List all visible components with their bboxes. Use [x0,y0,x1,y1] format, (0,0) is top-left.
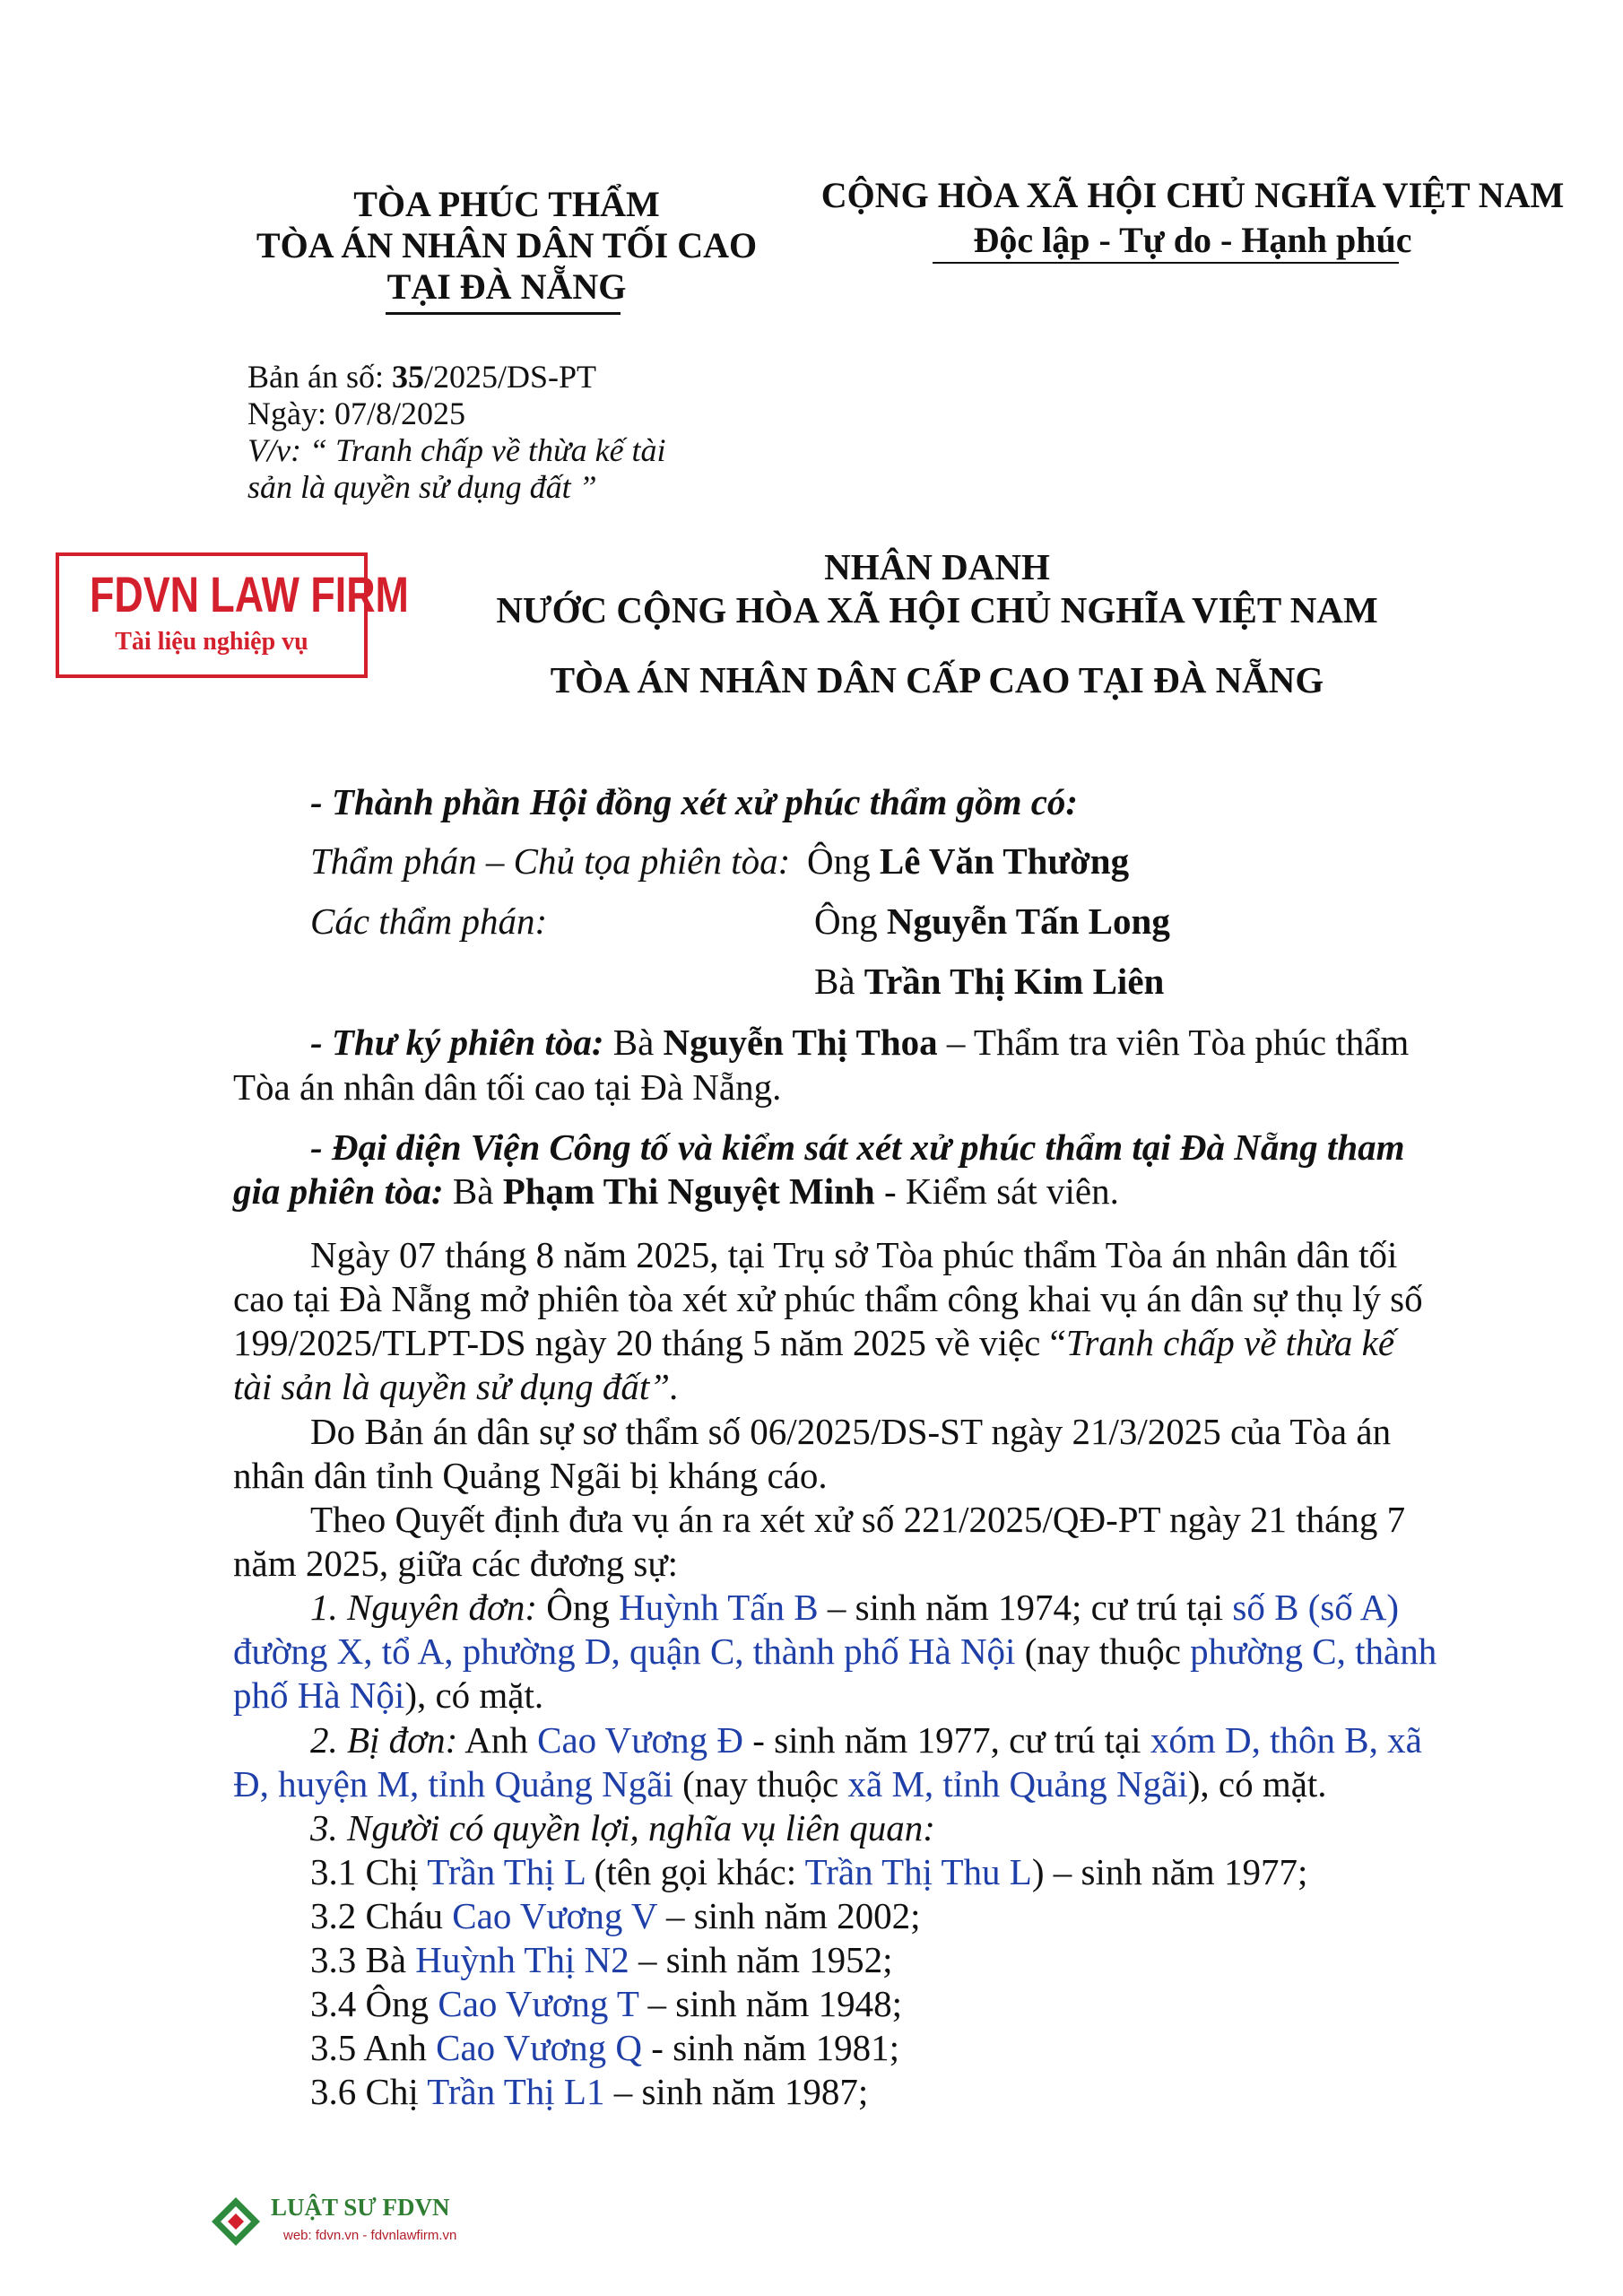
fdvn-logo-icon [208,2194,264,2249]
footer-brand: LUẬT SƯ FDVN [271,2194,450,2221]
p1-line-4: tài sản là quyền sử dụng đất”. [233,1366,680,1407]
related-1: 3.1 Chị Trần Thị L (tên gọi khác: Trần Thị Thu L) – sinh năm 1977; [310,1851,1308,1892]
procuracy-line-2: gia phiên tòa: Bà Phạm Thi Nguyệt Minh - Kiểm sát viên. [233,1170,1119,1212]
title-block [377,545,1497,701]
p2-line-1: Do Bản án dân sự sơ thẩm số 06/2025/DS-ST ngày 21/3/2025 của Tòa án [310,1411,1392,1452]
judges-label: Các thẩm phán: [310,900,548,942]
nation-line-2: Độc lập - Tự do - Hạnh phúc [973,220,1412,260]
plaintiff-line-1: 1. Nguyên đơn: Ông Huỳnh Tấn B – sinh năm 1974; cư trú tại số B (số A) [310,1587,1400,1628]
p2-line-2: nhân dân tỉnh Quảng Ngãi bị kháng cáo. [233,1455,828,1496]
case-date: Ngày: 07/8/2025 [247,396,465,431]
p3-line-1: Theo Quyết định đưa vụ án ra xét xử số 221/2025/QĐ-PT ngày 21 tháng 7 [310,1499,1406,1540]
court-underline [386,312,621,315]
related-6: 3.6 Chị Trần Thị L1 – sinh năm 1987; [310,2071,869,2112]
motto-underline [933,262,1399,264]
related-4: 3.4 Ông Cao Vương T – sinh năm 1948; [310,1983,903,2024]
title-line-3: TÒA ÁN NHÂN DÂN CẤP CAO TẠI ĐÀ NẴNG [550,659,1324,700]
related-3: 3.3 Bà Huỳnh Thị N2 – sinh năm 1952; [310,1939,893,1980]
stamp-subtitle: Tài liệu nghiệp vụ [115,628,308,656]
procuracy-line-1: - Đại diện Viện Công tố và kiểm sát xét xử phúc thẩm tại Đà Nẵng tham [310,1126,1405,1168]
related-5: 3.5 Anh Cao Vương Q - sinh năm 1981; [310,2027,900,2068]
court-line-1: TÒA PHÚC THẨM [353,184,660,224]
case-number: Bản án số: 35/2025/DS-PT [247,359,597,395]
court-name-block [197,184,816,308]
case-info [247,359,750,506]
plaintiff-line-3: phố Hà Nội), có mặt. [233,1674,544,1716]
defendant-line-2: Đ, huyện M, tỉnh Quảng Ngãi (nay thuộc xã M, tỉnh Quảng Ngãi), có mặt. [233,1763,1327,1805]
title-line-1: NHÂN DANH [824,546,1050,587]
case-subject-1: V/v: “ Tranh chấp về thừa kế tài [247,432,666,468]
related-label: 3. Người có quyền lợi, nghĩa vụ liên quan: [310,1807,935,1848]
p1-line-1: Ngày 07 tháng 8 năm 2025, tại Trụ sở Tòa phúc thẩm Tòa án nhân dân tối [310,1234,1398,1275]
clerk-line-2: Tòa án nhân dân tối cao tại Đà Nẵng. [233,1066,782,1108]
presiding-judge: Ông Lê Văn Thường [807,840,1130,882]
footer-logo [208,2190,495,2253]
p3-line-2: năm 2025, giữa các đương sự: [233,1543,678,1584]
clerk-line-1: - Thư ký phiên tòa: Bà Nguyễn Thị Thoa – Thẩm tra viên Tòa phúc thẩm [310,1022,1410,1063]
judge-1: Ông Nguyễn Tấn Long [814,900,1170,942]
title-line-2: NƯỚC CỘNG HÒA XÃ HỘI CHỦ NGHĨA VIỆT NAM [496,589,1378,631]
defendant-line-1: 2. Bị đơn: Anh Cao Vương Đ - sinh năm 1977, cư trú tại xóm D, thôn B, xã [310,1719,1422,1761]
judge-2: Bà Trần Thị Kim Liên [814,961,1165,1002]
p1-line-2: cao tại Đà Nẵng mở phiên tòa xét xử phúc thẩm công khai vụ án dân sự thụ lý số [233,1278,1423,1319]
court-line-3: TẠI ĐÀ NẴNG [386,266,627,307]
court-line-2: TÒA ÁN NHÂN DÂN TỐI CAO [256,225,758,265]
footer-web: web: fdvn.vn - fdvnlawfirm.vn [283,2228,457,2243]
case-subject-2: sản là quyền sử dụng đất ” [247,469,597,505]
p1-line-3: 199/2025/TLPT-DS ngày 20 tháng 5 năm 2025 về việc “Tranh chấp về thừa kế [233,1322,1395,1363]
nation-block [771,175,1614,261]
stamp-title: FDVN LAW FIRM [90,566,409,622]
plaintiff-line-2: đường X, tổ A, phường D, quận C, thành phố Hà Nội (nay thuộc phường C, thành [233,1631,1437,1672]
firm-stamp [56,552,409,678]
nation-line-1: CỘNG HÒA XÃ HỘI CHỦ NGHĨA VIỆT NAM [820,175,1565,215]
panel-heading: - Thành phần Hội đồng xét xử phúc thẩm gồm có: [310,781,1079,822]
related-2: 3.2 Cháu Cao Vương V – sinh năm 2002; [310,1895,921,1936]
presiding-label: Thẩm phán – Chủ tọa phiên tòa: [310,840,791,882]
